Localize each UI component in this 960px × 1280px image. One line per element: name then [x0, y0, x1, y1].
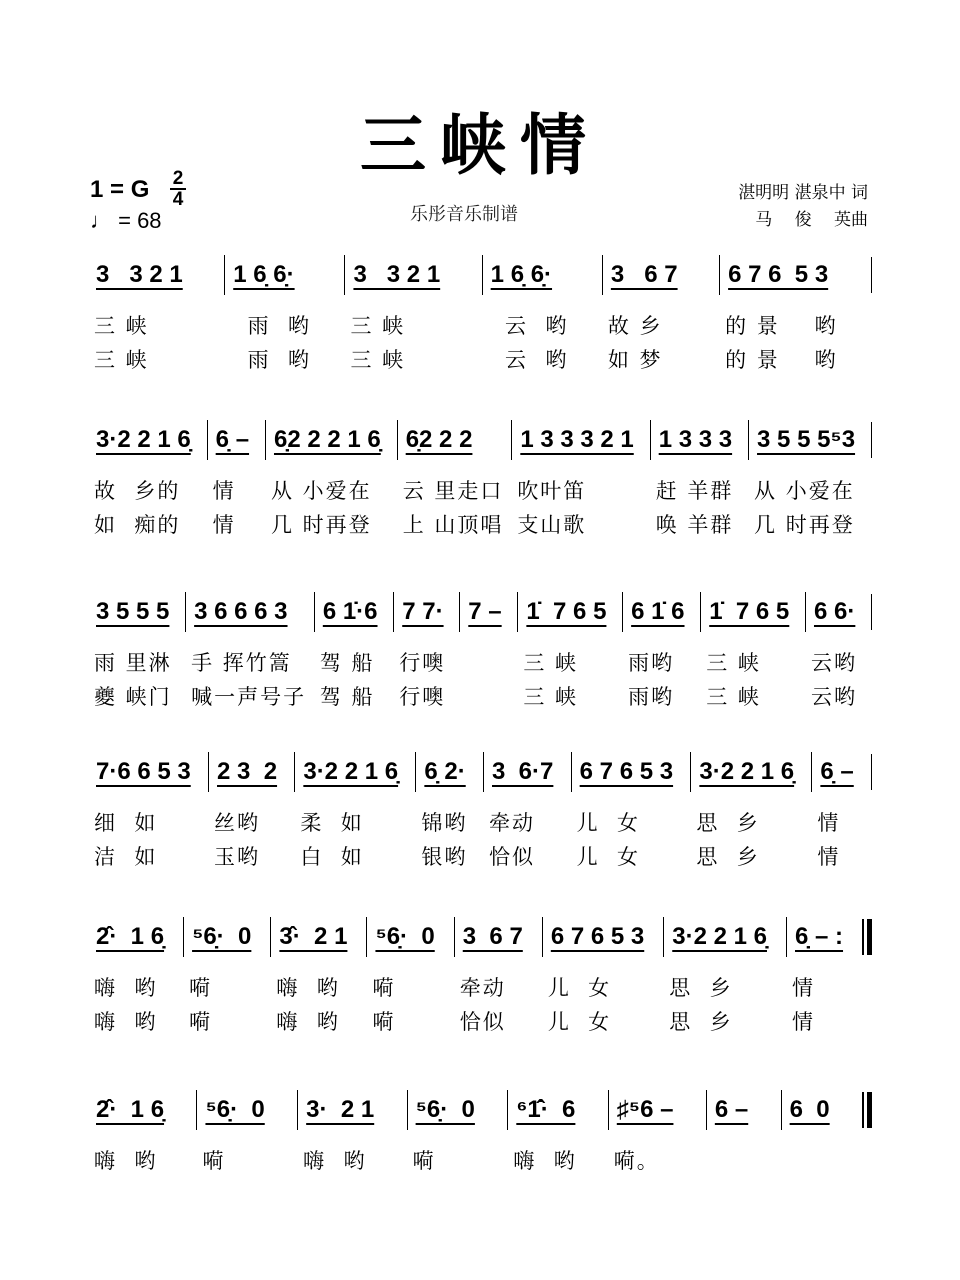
measure [706, 1090, 781, 1212]
measure-notes: 3 6 7 [602, 255, 719, 295]
measure [397, 420, 512, 542]
lyric-verse-1: 嗨 哟 [303, 1149, 367, 1173]
lyric-verse-2: 三 峡 [350, 348, 406, 372]
lyric-verse-2 [407, 1178, 508, 1212]
measure [88, 592, 185, 714]
measure-notes: 6 0 [781, 1090, 862, 1130]
lyric-verse-2: 白 如 [300, 845, 364, 869]
measure-notes: 6 – [706, 1090, 781, 1130]
measure-notes: 6̣ 2· [415, 752, 483, 792]
measure-notes: 3·2 2 1 6̣ [96, 426, 191, 453]
measure [270, 917, 366, 1039]
barline [871, 594, 872, 630]
measure [407, 1090, 508, 1212]
lyric-verse-2: 如 痴的 [94, 513, 181, 537]
measure-notes: 2̂· 1 6̣ [96, 1096, 165, 1123]
measure [344, 255, 481, 377]
time-signature [170, 170, 186, 208]
lyric-verse-1: 思 乡 [669, 976, 733, 1000]
measure [207, 420, 265, 542]
score-system [88, 917, 872, 1039]
measure [608, 1090, 706, 1212]
lyric-verse-1: 嗬 [372, 976, 396, 1000]
lyric-verse-2: 雨 哟 [230, 348, 311, 372]
lyricist: 湛明明 湛泉中 词 [738, 183, 868, 203]
transcriber-credit: 乐彤音乐制谱 [410, 204, 518, 225]
lyric-verse-1: 手 挥竹篙 [191, 651, 292, 675]
score-system [88, 255, 872, 377]
lyric-verse-2: 上 山顶唱 [402, 513, 504, 537]
lyric-verse-1: 嗬 [202, 1149, 226, 1173]
lyric-verse-2: 银哟 [421, 845, 468, 869]
lyric-verse-1: 雨 里淋 [94, 651, 172, 675]
lyric-verse-2: 嗬 [189, 1010, 213, 1034]
lyric-verse-2: 儿 女 [547, 1010, 612, 1034]
measure-notes: 3 6 6 6 3 [185, 592, 314, 632]
score-system [88, 752, 872, 874]
measure-notes: 3 5 5 5⁵3 [748, 420, 871, 460]
score-system [88, 420, 872, 542]
measure-notes: 3̂· 2 1 [270, 917, 366, 957]
lyric-verse-1: 嗨 哟 [94, 1149, 158, 1173]
measure [663, 917, 786, 1039]
measure-notes: 2̂· 1 6̣ [96, 923, 165, 950]
lyric-verse-2: 云哟 [810, 685, 857, 709]
lyric-verse-1: 锦哟 [421, 811, 468, 835]
measure [88, 752, 208, 874]
measure-notes: 3 3 2 1 [96, 261, 183, 288]
measure-notes: 6̣ – [207, 420, 265, 460]
lyric-verse-1: 丝哟 [214, 811, 261, 835]
measure [571, 752, 691, 874]
lyric-verse-2: 行噢 [399, 685, 446, 709]
measure-notes: 1̇ 7 6 5 [700, 592, 805, 632]
time-signature-bottom: 4 [172, 189, 184, 210]
measure [690, 752, 811, 874]
measure-notes: 1 6̣ 6̣· [224, 255, 344, 295]
lyric-verse-1: 嗨 哟 [94, 976, 158, 1000]
measure [622, 592, 700, 714]
lyric-verse-1: 三 峡 [94, 314, 149, 338]
final-barline [862, 1092, 872, 1128]
score-system [88, 1090, 872, 1212]
measure-notes: 3 3 2 1 [344, 255, 481, 295]
measure-notes: 1 3 3 3 2 1 [511, 420, 649, 460]
measure [781, 1090, 862, 1212]
composer: 马 俊 英曲 [755, 210, 868, 230]
lyric-verse-2: 的 景 哟 [725, 348, 838, 372]
lyric-verse-2 [196, 1178, 297, 1212]
lyric-verse-1: 雨哟 [628, 651, 675, 675]
measure [517, 592, 622, 714]
lyric-verse-1: 云 哟 [487, 314, 569, 338]
lyric-verse-2: 恰似 [489, 845, 535, 869]
measure [88, 420, 207, 542]
lyric-verse-1: 故 乡 [607, 314, 663, 338]
measure-notes: 6 6· [805, 592, 871, 632]
measure-notes: 6 7 6 5 3 [571, 752, 691, 792]
measure-notes: 1̇ 7 6 5 [517, 592, 622, 632]
lyric-verse-2: 几 时再登 [270, 513, 372, 537]
lyric-verse-2: 三 峡 [523, 685, 579, 709]
lyric-verse-1: 细 如 [94, 811, 158, 835]
measure [185, 592, 314, 714]
lyric-verse-2 [781, 1178, 862, 1212]
measure-notes: 3·2 2 1 6̣ [690, 752, 811, 792]
measure-notes: 6 7 6 5 3 [719, 255, 871, 295]
lyric-verse-2: 嗨 哟 [94, 1010, 158, 1034]
lyric-verse-2: 恰似 [459, 1010, 506, 1034]
measure [208, 752, 294, 874]
score-system [88, 592, 872, 714]
measure [511, 420, 649, 542]
measure [265, 420, 397, 542]
barline [871, 422, 872, 458]
lyric-verse-2: 情 [212, 513, 236, 537]
measure-notes: 7 – [459, 592, 517, 632]
measure-notes: 6 7 6 5 3 [542, 917, 663, 957]
measure-notes: 6̣ – : [786, 917, 862, 957]
measure-notes: 6̣ – [811, 752, 871, 792]
measure-notes: ⁵6̣· 0 [366, 917, 453, 957]
lyric-verse-1: 从 小爱在 [754, 479, 855, 503]
lyric-verse-1: 三 峡 [706, 651, 761, 675]
tempo-marking: ♩ = 68 [90, 208, 162, 233]
lyric-verse-2: 嗨 哟 [276, 1010, 340, 1034]
lyric-verse-2: 思 乡 [669, 1010, 733, 1034]
lyric-verse-1: 的 景 哟 [725, 314, 838, 338]
measure [805, 592, 871, 714]
lyric-verse-1: 牵动 [459, 976, 506, 1000]
measure-notes: ⁵6̣· 0 [183, 917, 270, 957]
measure [415, 752, 483, 874]
measure [482, 255, 602, 377]
measure-notes: 3 6 7 [454, 917, 542, 957]
lyric-verse-2: 玉哟 [214, 845, 261, 869]
measure-notes: 3·2 2 1 6̣ [663, 917, 786, 957]
lyric-verse-2: 夔 峡门 [94, 685, 172, 709]
lyric-verse-2: 驾 船 [319, 685, 375, 709]
authors [738, 180, 868, 234]
lyric-verse-2 [297, 1178, 406, 1212]
measure [459, 592, 517, 714]
lyric-verse-1: 从 小爱在 [270, 479, 372, 503]
lyric-verse-1: 云 里走口 [402, 479, 504, 503]
repeat-barline [862, 919, 872, 955]
measure-notes: 1 6̣ 6̣· [482, 255, 602, 295]
measure-notes: ♯⁵6 – [608, 1090, 706, 1130]
measure-notes: ⁶1̇̂· 6 [507, 1090, 607, 1130]
lyric-verse-1: 嗬。 [613, 1149, 660, 1173]
time-signature-top: 2 [172, 168, 184, 189]
measure [602, 255, 719, 377]
lyric-verse-1: 牵动 [489, 811, 535, 835]
measure [507, 1090, 607, 1212]
lyric-verse-1 [706, 1144, 781, 1178]
measure [294, 752, 415, 874]
lyric-verse-1: 故 乡的 [94, 479, 181, 503]
lyric-verse-1: 云哟 [810, 651, 857, 675]
lyric-verse-2: 三 峡 [94, 348, 149, 372]
measure [88, 255, 224, 377]
measure [700, 592, 805, 714]
lyric-verse-1: 雨 哟 [230, 314, 311, 338]
lyric-verse-2: 三 峡 [706, 685, 761, 709]
lyric-verse-1: 情 [792, 976, 815, 1000]
lyric-verse-2: 喊一声号子 [191, 685, 307, 709]
lyric-verse-1: 情 [212, 479, 236, 503]
measure [786, 917, 862, 1039]
lyric-verse-2 [507, 1178, 607, 1212]
measure-notes: 2 3 2 [208, 752, 294, 792]
measure-notes: 7 7· [393, 592, 459, 632]
measure-notes: 3·2 2 1 6̣ [294, 752, 415, 792]
lyric-verse-2: 如 梦 [607, 348, 663, 372]
measure [88, 1090, 196, 1212]
measure-notes: ⁵6̣· 0 [196, 1090, 297, 1130]
lyric-verse-2: 雨哟 [628, 685, 675, 709]
lyric-verse-2 [88, 1178, 196, 1212]
lyric-verse-1: 情 [817, 811, 841, 835]
measure-notes: 6̣2 2 2 1 6̣ [265, 420, 397, 460]
barline [871, 754, 872, 790]
measure-notes: 1 3 3 3 [650, 420, 748, 460]
lyric-verse-2: 思 乡 [696, 845, 760, 869]
measure [454, 917, 542, 1039]
measure [719, 255, 871, 377]
lyric-verse-2: 几 时再登 [754, 513, 855, 537]
measure [183, 917, 270, 1039]
measure-notes: 6 1̇ 6 [622, 592, 700, 632]
measure [224, 255, 344, 377]
lyric-verse-2: 儿 女 [576, 845, 641, 869]
lyric-verse-2: 情 [817, 845, 841, 869]
measure [393, 592, 459, 714]
lyric-verse-2: 洁 如 [94, 845, 158, 869]
lyric-verse-1: 儿 女 [547, 976, 612, 1000]
measure-notes: ⁵6̣· 0 [407, 1090, 508, 1130]
lyric-verse-2: 嗬 [372, 1010, 396, 1034]
lyric-verse-1: 思 乡 [696, 811, 760, 835]
measure [542, 917, 663, 1039]
measure-notes: 3 6·7 [483, 752, 571, 792]
lyric-verse-2 [608, 1178, 706, 1212]
lyric-verse-2 [706, 1178, 781, 1212]
lyric-verse-1: 吹叶笛 [517, 479, 587, 503]
lyric-verse-1: 嗬 [189, 976, 213, 1000]
measure-notes: 6 1̇·6 [314, 592, 393, 632]
measure-notes: 3· 2 1 [297, 1090, 406, 1130]
measure [366, 917, 453, 1039]
lyric-verse-1: 儿 女 [576, 811, 641, 835]
lyric-verse-1: 三 峡 [350, 314, 406, 338]
lyric-verse-1: 行噢 [399, 651, 446, 675]
song-title: 三峡情 [360, 106, 600, 184]
measure [483, 752, 571, 874]
measure [811, 752, 871, 874]
lyric-verse-1: 嗬 [412, 1149, 436, 1173]
lyric-verse-1: 驾 船 [319, 651, 375, 675]
lyric-verse-1 [459, 646, 517, 680]
lyric-verse-2 [459, 680, 517, 714]
measure-notes: 7·6 6 5 3 [96, 758, 191, 785]
measure [650, 420, 748, 542]
lyric-verse-1: 三 峡 [523, 651, 579, 675]
key-signature: 1 = G [90, 176, 150, 203]
lyric-verse-1: 柔 如 [300, 811, 364, 835]
barline [871, 257, 872, 293]
measure [748, 420, 871, 542]
measure [196, 1090, 297, 1212]
lyric-verse-1: 嗨 哟 [513, 1149, 577, 1173]
lyric-verse-2: 情 [792, 1010, 815, 1034]
lyric-verse-2: 云 哟 [487, 348, 569, 372]
measure-notes: 3 5 5 5 [96, 598, 170, 625]
lyric-verse-1 [781, 1144, 862, 1178]
measure [297, 1090, 406, 1212]
lyric-verse-1: 嗨 哟 [276, 976, 340, 1000]
measure [314, 592, 393, 714]
measure-notes: 6̣2 2 2 [397, 420, 512, 460]
lyric-verse-2: 支山歌 [517, 513, 587, 537]
measure [88, 917, 183, 1039]
lyric-verse-1: 赶 羊群 [655, 479, 734, 503]
lyric-verse-2: 唤 羊群 [655, 513, 734, 537]
